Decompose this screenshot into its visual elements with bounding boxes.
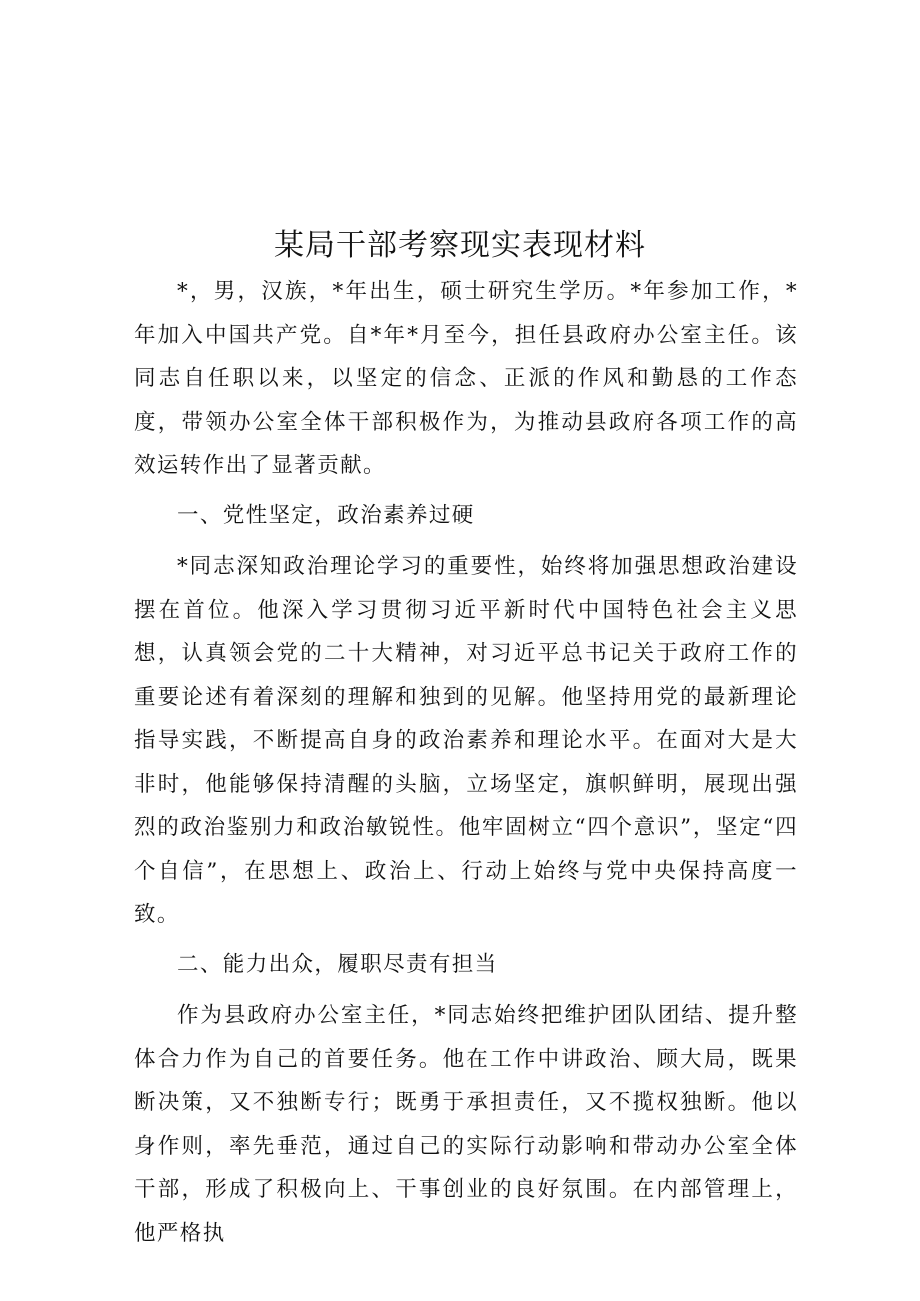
section-2-heading: 二、能力出众，履职尽责有担当 [177,951,498,977]
section-2-paragraph: 作为县政府办公室主任，*同志始终把维护团队团结、提升整体合力作为自己的首要任务。他在工作中讲政治、顾大局，既果断决策，又不独断专行；既勇于承担责任，又不揽权独断。他以身作则，率先垂范，通过自己的实际行动影响和带动办公室全体干部，形成了积极向上、干事创业的良好氛围。在内部管理上，他严格执 [134,1003,798,1246]
document-title: 某局干部考察现实表现材料 [274,228,646,263]
section-1-heading: 一、党性坚定，政治素养过硬 [177,502,475,528]
intro-paragraph: *，男，汉族，*年出生，硕士研究生学历。*年参加工作，*年加入中国共产党。自*年*月至今，担任县政府办公室主任。该同志自任职以来，以坚定的信念、正派的作风和勤恳的工作态度，带领办公室全体干部积极作为，为推动县政府各项工作的高效运转作出了显著贡献。 [134,279,798,478]
document-body [134,270,798,1255]
section-1-paragraph: *同志深知政治理论学习的重要性，始终将加强思想政治建设摆在首位。他深入学习贯彻习近平新时代中国特色社会主义思想，认真领会党的二十大精神，对习近平总书记关于政府工作的重要论述有着深刻的理解和独到的见解。他坚持用党的最新理论指导实践，不断提高自身的政治素养和理论水平。在面对大是大非时，他能够保持清醒的头脑，立场坚定，旗帜鲜明，展现出强烈的政治鉴别力和政治敏锐性。他牢固树立“四个意识”，坚定“四个自信”，在思想上、政治上、行动上始终与党中央保持高度一致。 [134,554,798,927]
